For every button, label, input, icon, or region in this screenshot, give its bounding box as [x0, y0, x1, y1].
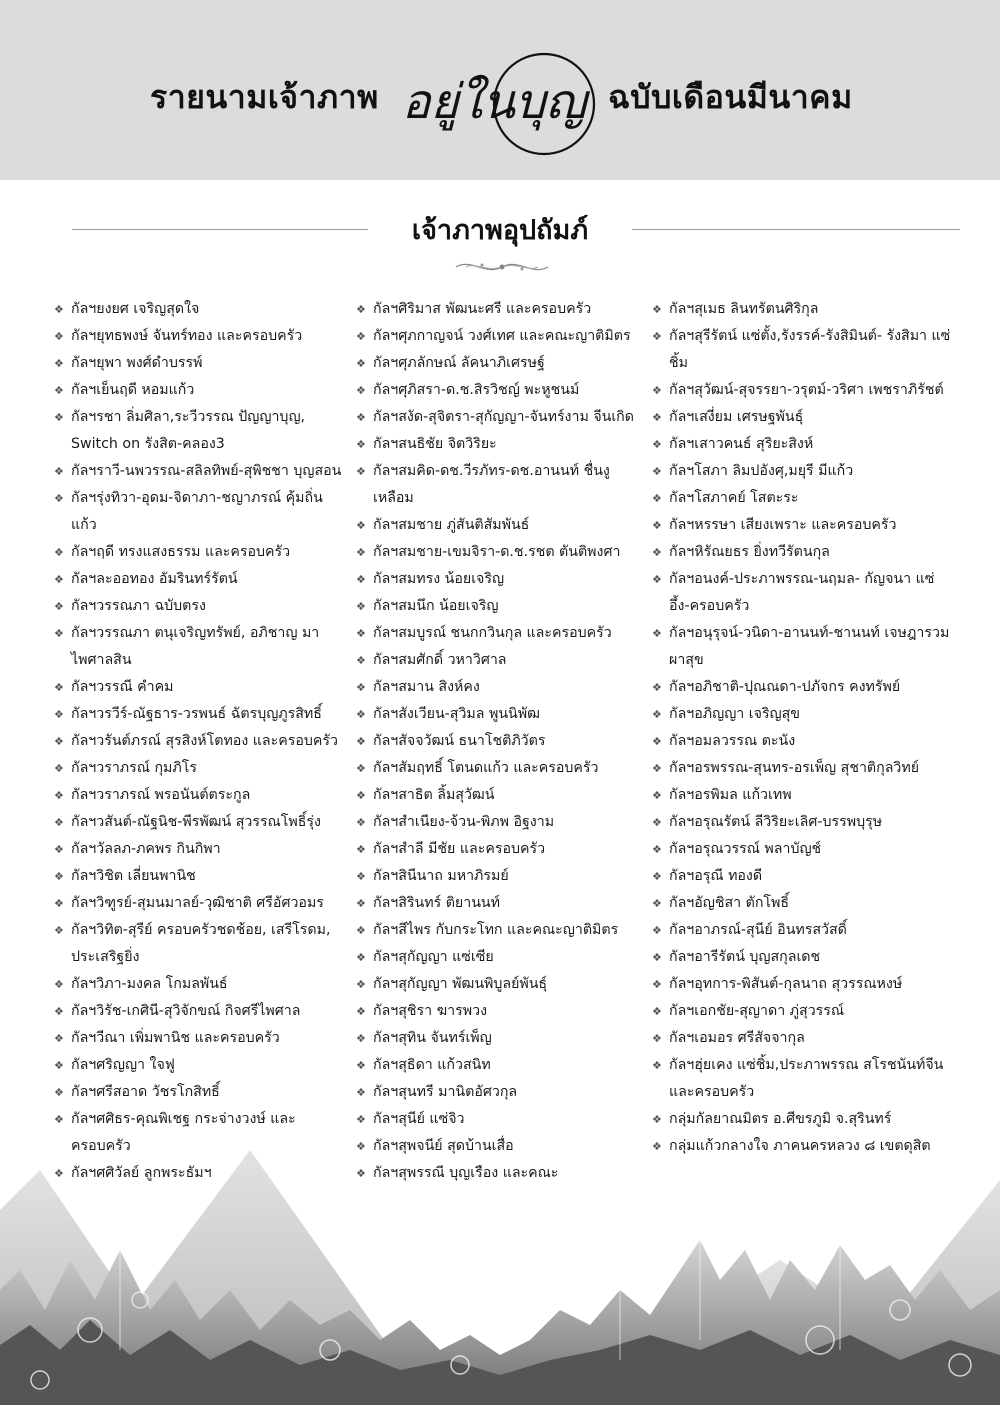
entry-text: กัลฯสมาน สิงห์คง — [373, 679, 480, 695]
name-entry — [54, 593, 346, 620]
diamond-bullet-icon: ❖ — [356, 1140, 366, 1153]
entry-text: กัลฯสัจจวัฒน์ ธนาโชติภิวัตร — [373, 733, 546, 749]
diamond-bullet-icon: ❖ — [356, 1005, 366, 1018]
entry-text: กัลฯสมคิด-ดช.วีรภัทร-ดช.อานนท์ ชื่นงูเหลือม — [373, 463, 610, 506]
diamond-bullet-icon: ❖ — [54, 843, 64, 856]
entry-text: กัลฯสุรีรัตน์ แซ่ตั้ง,รังรรค์-รังสิมินต์- รังสิมา แซ่ชิ้ม — [669, 328, 951, 371]
entry-text: กัลฯสมชาย-เขมจิรา-ด.ช.รชต ตันติพงศา — [373, 544, 621, 560]
diamond-bullet-icon: ❖ — [54, 1167, 64, 1180]
diamond-bullet-icon: ❖ — [356, 951, 366, 964]
name-entry — [652, 971, 952, 998]
diamond-bullet-icon: ❖ — [652, 978, 662, 991]
diamond-bullet-icon: ❖ — [652, 681, 662, 694]
diamond-bullet-icon: ❖ — [54, 546, 64, 559]
entry-text: กัลฯศศิวัลย์ ลูกพระธัมฯ — [71, 1165, 212, 1181]
diamond-bullet-icon: ❖ — [356, 681, 366, 694]
name-entry — [356, 1025, 648, 1052]
entry-text: กัลฯสังเวียน-สุวิมล พูนนิพัฒ — [373, 706, 540, 722]
name-entry — [356, 917, 648, 944]
diamond-bullet-icon: ❖ — [54, 411, 64, 424]
name-entry — [356, 431, 648, 458]
entry-text: กัลฯยุทธพงษ์ จันทร์ทอง และครอบครัว — [71, 328, 303, 344]
name-entry — [356, 782, 648, 809]
header-title-left: รายนามเจ้าภาพ — [150, 78, 379, 116]
name-column-3 — [652, 296, 952, 1160]
name-entry — [54, 323, 346, 350]
entry-text: กัลฯสุนทรี มานิตอัศวกุล — [373, 1084, 518, 1100]
entry-text: กัลฯอภิญญา เจริญสุข — [669, 706, 801, 722]
name-entry — [652, 1052, 952, 1106]
diamond-bullet-icon: ❖ — [356, 708, 366, 721]
name-entry — [54, 458, 346, 485]
name-entry — [356, 350, 648, 377]
entry-text: กัลฯวิรัช-เกศินี-สุวิจักขณ์ กิจศรีไพศาล — [71, 1003, 301, 1019]
name-entry — [356, 458, 648, 512]
entry-text: กัลฯสมทรง น้อยเจริญ — [373, 571, 505, 587]
diamond-bullet-icon: ❖ — [652, 384, 662, 397]
logo — [382, 44, 604, 160]
diamond-bullet-icon: ❖ — [54, 978, 64, 991]
name-entry — [54, 404, 346, 458]
diamond-bullet-icon: ❖ — [54, 1113, 64, 1126]
entry-text: กลุ่มกัลยาณมิตร อ.ศีขรภูมิ จ.สุรินทร์ — [669, 1111, 892, 1127]
entry-text: กัลฯศุภลักษณ์ ลัคนาภิเศรษฐ์ — [373, 355, 545, 371]
entry-text: กัลฯสีไพร กับกระโทก และคณะญาติมิตร — [373, 922, 619, 938]
name-entry — [652, 782, 952, 809]
diamond-bullet-icon: ❖ — [54, 708, 64, 721]
name-entry — [356, 944, 648, 971]
diamond-bullet-icon: ❖ — [652, 1059, 662, 1072]
name-entry — [652, 431, 952, 458]
name-entry — [54, 1052, 346, 1079]
diamond-bullet-icon: ❖ — [356, 519, 366, 532]
entry-text: กัลฯวีณา เพิ่มพานิช และครอบครัว — [71, 1030, 280, 1046]
entry-text: กัลฯวัลลภ-ภคพร กินกิพา — [71, 841, 221, 857]
entry-text: กัลฯอรพิมล แก้วเทพ — [669, 787, 792, 803]
name-entry — [652, 998, 952, 1025]
name-entry — [54, 377, 346, 404]
name-entry — [356, 728, 648, 755]
diamond-bullet-icon: ❖ — [54, 816, 64, 829]
name-entry — [652, 1025, 952, 1052]
name-entry — [54, 782, 346, 809]
entry-text: กัลฯสุวัฒน์-สุจรรยา-วรุตม์-วริศา เพชราภิรัชต์ — [669, 382, 944, 398]
entry-text: กัลฯสาธิต ลิ้มสุวัฒน์ — [373, 787, 495, 803]
diamond-bullet-icon: ❖ — [54, 1059, 64, 1072]
diamond-bullet-icon: ❖ — [356, 438, 366, 451]
name-column-2 — [356, 296, 648, 1187]
diamond-bullet-icon: ❖ — [356, 357, 366, 370]
diamond-bullet-icon: ❖ — [54, 330, 64, 343]
entry-text: กัลฯอรุณรัตน์ ลีวิริยะเลิศ-บรรพบุรุษ — [669, 814, 883, 830]
entry-text: กัลฯสุเมธ ลินทรัตนศิริกุล — [669, 301, 819, 317]
entry-text: กัลฯอุทการ-พิสันต์-กุลนาถ สุวรรณหงษ์ — [669, 976, 903, 992]
entry-text: กัลฯยงยศ เจริญสุดใจ — [71, 301, 200, 317]
diamond-bullet-icon: ❖ — [356, 1167, 366, 1180]
diamond-bullet-icon: ❖ — [356, 600, 366, 613]
entry-text: กัลฯอรุณี ทองดี — [669, 868, 763, 884]
entry-text: กัลฯรุ่งทิวา-อุดม-จิดาภา-ชญาภรณ์ คุ้มถิ่นแก้ว — [71, 490, 323, 533]
diamond-bullet-icon: ❖ — [652, 438, 662, 451]
entry-text: กัลฯศิริมาส พัฒนะศรี และครอบครัว — [373, 301, 592, 317]
diamond-bullet-icon: ❖ — [356, 573, 366, 586]
diamond-bullet-icon: ❖ — [54, 303, 64, 316]
diamond-bullet-icon: ❖ — [652, 330, 662, 343]
name-entry — [652, 377, 952, 404]
name-entry — [356, 863, 648, 890]
name-entry — [356, 701, 648, 728]
name-entry — [356, 890, 648, 917]
entry-text: กัลฯสำลี มีชัย และครอบครัว — [373, 841, 546, 857]
diamond-bullet-icon: ❖ — [652, 573, 662, 586]
diamond-bullet-icon: ❖ — [356, 978, 366, 991]
diamond-bullet-icon: ❖ — [54, 735, 64, 748]
name-entry — [54, 485, 346, 539]
diamond-bullet-icon: ❖ — [54, 465, 64, 478]
diamond-bullet-icon: ❖ — [356, 897, 366, 910]
name-entry — [652, 836, 952, 863]
diamond-bullet-icon: ❖ — [356, 546, 366, 559]
diamond-bullet-icon: ❖ — [652, 546, 662, 559]
name-entry — [652, 620, 952, 674]
entry-text: กัลฯวราภรณ์ กุมภิโร — [71, 760, 197, 776]
diamond-bullet-icon: ❖ — [652, 870, 662, 883]
name-entry — [54, 998, 346, 1025]
diamond-bullet-icon: ❖ — [356, 411, 366, 424]
name-entry — [652, 458, 952, 485]
name-entry — [54, 971, 346, 998]
name-entry — [652, 296, 952, 323]
entry-text: กัลฯอารีรัตน์ บุญสกุลเดช — [669, 949, 821, 965]
entry-text: กัลฯเสาวคนธ์ สุริยะสิงห์ — [669, 436, 814, 452]
entry-text: กัลฯสุชิรา ฆารพวง — [373, 1003, 487, 1019]
name-entry — [652, 404, 952, 431]
name-entry — [54, 836, 346, 863]
diamond-bullet-icon: ❖ — [652, 627, 662, 640]
entry-text: กลุ่มแก้วกลางใจ ภาคนครหลวง ๘ เขตดุสิต — [669, 1138, 931, 1154]
name-entry — [54, 1079, 346, 1106]
name-entry — [356, 377, 648, 404]
diamond-bullet-icon: ❖ — [356, 627, 366, 640]
diamond-bullet-icon: ❖ — [652, 465, 662, 478]
entry-text: กัลฯหรรษา เสียงเพราะ และครอบครัว — [669, 517, 897, 533]
logo-text: อยู่ในบุญ — [401, 74, 587, 130]
entry-text: กัลฯฤดี ทรงแสงธรรม และครอบครัว — [71, 544, 291, 560]
entry-text: กัลฯวสันต์-ณัฐนิช-พีรพัฒน์ สุวรรณโพธิ์รุ่ง — [71, 814, 321, 830]
diamond-bullet-icon: ❖ — [356, 654, 366, 667]
entry-text: กัลฯยุพา พงศ์ดำบรรพ์ — [71, 355, 203, 371]
entry-text: กัลฯอภิชาติ-ปุณณดา-ปภัจกร คงทรัพย์ — [669, 679, 901, 695]
entry-text: กัลฯสนธิชัย จิตวิริยะ — [373, 436, 497, 452]
entry-text: กัลฯศศิธร-คุณพิเชฐ กระจ่างวงษ์ และครอบครัว — [71, 1111, 296, 1154]
diamond-bullet-icon: ❖ — [54, 789, 64, 802]
diamond-bullet-icon: ❖ — [652, 897, 662, 910]
entry-text: กัลฯวิภา-มงคล โกมลพันธ์ — [71, 976, 228, 992]
name-entry — [54, 809, 346, 836]
entry-text: กัลฯวิฑูรย์-สุมนมาลย์-วุฒิชาติ ศรีอัศวอมร — [71, 895, 324, 911]
name-entry — [652, 674, 952, 701]
name-entry — [356, 809, 648, 836]
entry-text: กัลฯวรวีร์-ณัฐธาร-วรพนธ์ ฉัตรบุญภูรสิทธิ์ — [71, 706, 322, 722]
name-entry — [356, 674, 648, 701]
name-entry — [356, 998, 648, 1025]
entry-text: กัลฯสุกัญญา แซ่เซีย — [373, 949, 494, 965]
divider-right — [632, 229, 960, 230]
entry-text: กัลฯเอมอร ศรีสัจจากุล — [669, 1030, 805, 1046]
diamond-bullet-icon: ❖ — [652, 492, 662, 505]
diamond-bullet-icon: ❖ — [356, 303, 366, 316]
entry-text: กัลฯสมชาย ภู่สันติสัมพันธ์ — [373, 517, 530, 533]
entry-text: กัลฯวรรณี คำคม — [71, 679, 174, 695]
entry-text: กัลฯศริญญา ใจฟู — [71, 1057, 175, 1073]
diamond-bullet-icon: ❖ — [54, 384, 64, 397]
entry-text: กัลฯสมนึก น้อยเจริญ — [373, 598, 499, 614]
entry-text: กัลฯวิชิต เลี่ยนพานิช — [71, 868, 196, 884]
name-entry — [54, 296, 346, 323]
name-entry — [652, 863, 952, 890]
diamond-bullet-icon: ❖ — [652, 735, 662, 748]
diamond-bullet-icon: ❖ — [54, 762, 64, 775]
diamond-bullet-icon: ❖ — [652, 1032, 662, 1045]
diamond-bullet-icon: ❖ — [54, 870, 64, 883]
name-entry — [652, 566, 952, 620]
diamond-bullet-icon: ❖ — [652, 843, 662, 856]
diamond-bullet-icon: ❖ — [54, 681, 64, 694]
diamond-bullet-icon: ❖ — [356, 870, 366, 883]
name-entry — [54, 539, 346, 566]
entry-text: กัลฯสัมฤทธิ์ โตนดแก้ว และครอบครัว — [373, 760, 599, 776]
diamond-bullet-icon: ❖ — [356, 762, 366, 775]
diamond-bullet-icon: ❖ — [54, 573, 64, 586]
name-entry — [54, 1025, 346, 1052]
name-entry — [652, 944, 952, 971]
name-entry — [356, 323, 648, 350]
diamond-bullet-icon: ❖ — [356, 735, 366, 748]
name-entry — [356, 1079, 648, 1106]
entry-text: กัลฯสงัด-สุจิตรา-สุกัญญา-จันทร์งาม จีนเกิด — [373, 409, 634, 425]
diamond-bullet-icon: ❖ — [652, 303, 662, 316]
name-entry — [652, 809, 952, 836]
name-entry — [54, 620, 346, 674]
diamond-bullet-icon: ❖ — [356, 816, 366, 829]
entry-text: กัลฯโสภาคย์ โสตะระ — [669, 490, 799, 506]
diamond-bullet-icon: ❖ — [652, 1005, 662, 1018]
name-entry — [356, 566, 648, 593]
name-entry — [652, 485, 952, 512]
name-entry — [652, 728, 952, 755]
entry-text: กัลฯศรีสอาด วัชรโกสิทธิ์ — [71, 1084, 220, 1100]
diamond-bullet-icon: ❖ — [54, 492, 64, 505]
diamond-bullet-icon: ❖ — [356, 384, 366, 397]
diamond-bullet-icon: ❖ — [652, 411, 662, 424]
entry-text: กัลฯเย็นฤดี หอมแก้ว — [71, 382, 195, 398]
name-entry — [54, 674, 346, 701]
entry-text: กัลฯหิรัณยธร ยิ่งทวีรัตนกุล — [669, 544, 830, 560]
name-entry — [356, 404, 648, 431]
diamond-bullet-icon: ❖ — [652, 519, 662, 532]
entry-text: กัลฯรชา ลิ่มศิลา,ระวีวรรณ ปัญญาบุญ, Switch on รังสิต-คลอง3 — [71, 409, 306, 452]
diamond-bullet-icon: ❖ — [54, 627, 64, 640]
diamond-bullet-icon: ❖ — [54, 924, 64, 937]
diamond-bullet-icon: ❖ — [652, 1140, 662, 1153]
name-entry — [54, 728, 346, 755]
diamond-bullet-icon: ❖ — [356, 1113, 366, 1126]
entry-text: กัลฯสินีนาถ มหาภิรมย์ — [373, 868, 509, 884]
name-entry — [54, 566, 346, 593]
name-column-1 — [54, 296, 346, 1187]
entry-text: กัลฯเอกชัย-สุญาดา ภู่สุวรรณ์ — [669, 1003, 845, 1019]
diamond-bullet-icon: ❖ — [652, 708, 662, 721]
entry-text: กัลฯสำเนียง-จ้วน-พิภพ อิฐงาม — [373, 814, 555, 830]
entry-text: กัลฯสมบูรณ์ ชนกกวินกุล และครอบครัว — [373, 625, 612, 641]
diamond-bullet-icon: ❖ — [652, 762, 662, 775]
entry-text: กัลฯอรุณวรรณ์ พลาบัญช์ — [669, 841, 822, 857]
diamond-bullet-icon: ❖ — [356, 843, 366, 856]
diamond-bullet-icon: ❖ — [356, 330, 366, 343]
entry-text: กัลฯอนงค์-ประภาพรรณ-นฤมล- กัญจนา แซ่อึ้ง-ครอบครัว — [669, 571, 935, 614]
name-entry — [356, 620, 648, 647]
name-entry — [356, 1052, 648, 1079]
diamond-bullet-icon: ❖ — [356, 465, 366, 478]
entry-text: กัลฯวิทิต-สุรีย์ ครอบครัวชดช้อย, เสรีโรดม, ประเสริฐยิ่ง — [71, 922, 331, 965]
entry-text: กัลฯอรพรรณ-สุนทร-อรเพ็ญ สุชาติกุลวิทย์ — [669, 760, 920, 776]
name-entry — [652, 890, 952, 917]
diamond-bullet-icon: ❖ — [356, 1032, 366, 1045]
diamond-bullet-icon: ❖ — [54, 897, 64, 910]
name-entry — [356, 593, 648, 620]
entry-text: กัลฯวรรณภา ฉบับตรง — [71, 598, 206, 614]
entry-text: กัลฯอมลวรรณ ตะนัง — [669, 733, 796, 749]
name-entry — [652, 1106, 952, 1133]
diamond-bullet-icon: ❖ — [652, 789, 662, 802]
name-entry — [356, 755, 648, 782]
diamond-bullet-icon: ❖ — [54, 1086, 64, 1099]
section-title: เจ้าภาพอุปถัมภ์ — [411, 215, 589, 246]
entry-text: กัลฯละออทอง อัมรินทร์รัตน์ — [71, 571, 238, 587]
entry-text: กัลฯเสงี่ยม เศรษฐพันธุ์ — [669, 409, 804, 425]
name-entry — [652, 755, 952, 782]
entry-text: กัลฯศุภิสรา-ด.ช.สิรวิชญ์ พะหูชนม์ — [373, 382, 580, 398]
diamond-bullet-icon: ❖ — [356, 1086, 366, 1099]
diamond-bullet-icon: ❖ — [356, 924, 366, 937]
diamond-bullet-icon: ❖ — [652, 924, 662, 937]
name-entry — [54, 890, 346, 917]
entry-text: กัลฯสุพรรณี บุญเรือง และคณะ — [373, 1165, 559, 1181]
diamond-bullet-icon: ❖ — [54, 1005, 64, 1018]
entry-text: กัลฯสุธิดา แก้วสนิท — [373, 1057, 491, 1073]
name-entry — [54, 863, 346, 890]
name-entry — [356, 1106, 648, 1133]
name-entry — [356, 539, 648, 566]
footer-crystal-artwork — [0, 1150, 1000, 1405]
diamond-bullet-icon: ❖ — [652, 951, 662, 964]
entry-text: กัลฯโสภา ลิมปอังศุ,มยุรี มีแก้ว — [669, 463, 854, 479]
entry-text: กัลฯอาภรณ์-สุนีย์ อินทรสวัสดิ์ — [669, 922, 847, 938]
entry-text: กัลฯวรันต์ภรณ์ สุรสิงห์โตทอง และครอบครัว — [71, 733, 338, 749]
entry-text: กัลฯสุพจนีย์ สุดบ้านเสื่อ — [373, 1138, 514, 1154]
diamond-bullet-icon: ❖ — [652, 1113, 662, 1126]
entry-text: กัลฯฮุ่ยเคง แซ่ชิ้ม,ประภาพรรณ สโรชนันท์จีน และครอบครัว — [669, 1057, 944, 1100]
diamond-bullet-icon: ❖ — [54, 1032, 64, 1045]
name-entry — [356, 647, 648, 674]
name-entry — [356, 296, 648, 323]
name-entry — [652, 701, 952, 728]
entry-text: กัลฯอนุรุจน์-วนิดา-อานนท์-ชานนท์ เจษฎารวมผาสุข — [669, 625, 950, 668]
entry-text: กัลฯสุทิน จันทร์เพ็ญ — [373, 1030, 492, 1046]
entry-text: กัลฯอัญชิสา ตักโพธิ์ — [669, 895, 790, 911]
name-entry — [356, 971, 648, 998]
name-entry — [54, 350, 346, 377]
flourish-ornament — [452, 256, 552, 278]
name-entry — [652, 539, 952, 566]
name-entry — [356, 512, 648, 539]
diamond-bullet-icon: ❖ — [54, 357, 64, 370]
entry-text: กัลฯสุนีย์ แซ่จิว — [373, 1111, 465, 1127]
name-entry — [356, 836, 648, 863]
entry-text: กัลฯสุกัญญา พัฒนพิบูลย์พันธุ์ — [373, 976, 548, 992]
entry-text: กัลฯสิรินทร์ ติยานนท์ — [373, 895, 500, 911]
name-entry — [54, 701, 346, 728]
name-entry — [54, 917, 346, 971]
entry-text: กัลฯศุภกาญจน์ วงศ์เทศ และคณะญาติมิตร — [373, 328, 631, 344]
diamond-bullet-icon: ❖ — [652, 816, 662, 829]
entry-text: กัลฯวราภรณ์ พรอนันต์ตระกูล — [71, 787, 251, 803]
name-entry — [652, 917, 952, 944]
entry-text: กัลฯสมศักดิ์ วหาวิศาล — [373, 652, 507, 668]
diamond-bullet-icon: ❖ — [54, 600, 64, 613]
name-entry — [652, 512, 952, 539]
header-title-right: ฉบับเดือนมีนาคม — [608, 78, 853, 116]
diamond-bullet-icon: ❖ — [356, 789, 366, 802]
name-entry — [54, 755, 346, 782]
entry-text: กัลฯราวี-นพวรรณ-สลิลทิพย์-สุพิชชา บุญสอน — [71, 463, 342, 479]
diamond-bullet-icon: ❖ — [356, 1059, 366, 1072]
entry-text: กัลฯวรรณภา ตนุเจริญทรัพย์, อภิชาญ มาไพศาลสิน — [71, 625, 320, 668]
name-entry — [652, 323, 952, 377]
